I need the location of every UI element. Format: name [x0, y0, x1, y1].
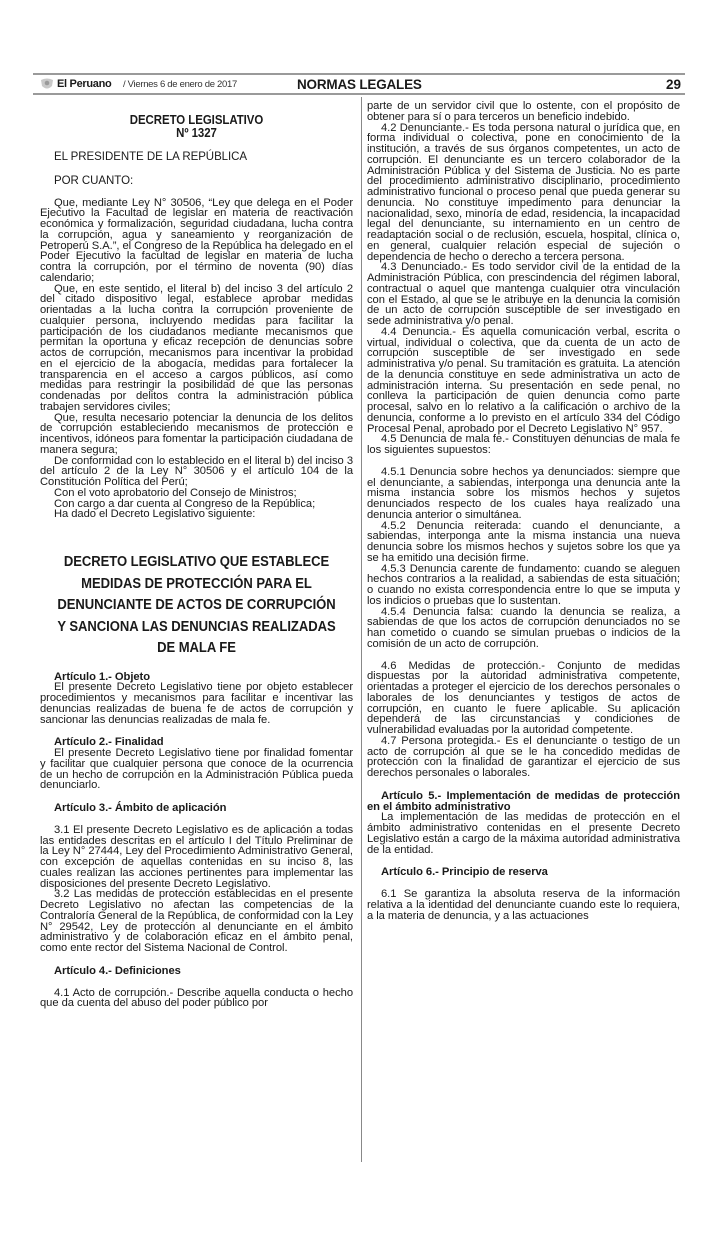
- left-column: [40, 113, 353, 1009]
- decree-heading: DECRETO LEGISLATIVO: [129, 112, 264, 127]
- paragraph: 4.6 Medidas de protección.- Conjunto de medidas dispuestas por la autoridad administrativa competente, orientadas a proteger el ejercicio de los derechos personales o laborales de los denunciantes y testigos de actos de corrupción, en cuanto le fuere aplicable. Su aplicación dependerá de las circunstancias y condiciones de vulnerabilidad evaluadas por la autoridad competente.: [367, 659, 680, 736]
- article-heading: Artículo 4.- Definiciones: [54, 964, 181, 977]
- paragraph: De conformidad con lo establecido en el literal b) del inciso 3 del artículo 2 de la Ley N° 30506 y el artículo 104 de la Constitución Política del Perú;: [40, 454, 353, 488]
- paragraph: Ha dado el Decreto Legislativo siguiente:: [54, 508, 256, 521]
- paragraph: 4.5 Denuncia de mala fe.- Constituyen denuncias de mala fe los siguientes supuestos:: [367, 433, 680, 456]
- paragraph: 4.1 Acto de corrupción.- Describe aquella conducta o hecho que da cuenta del abuso del poder público por: [40, 986, 353, 1010]
- article-heading: Artículo 6.- Principio de reserva: [381, 866, 548, 879]
- paragraph: Que, mediante Ley N° 30506, “Ley que delega en el Poder Ejecutivo la Facultad de legislar en materia de reactivación económica y formalización, seguridad ciudadana, lucha contra la corrupción, agua y saneamiento y reorganización de Petroperú S.A.”, el Congreso de la República ha delegado en el Poder Ejecutivo la facultad de legislar en materia de lucha contra la corrupción, por el término de noventa (90) días calendario;: [40, 196, 353, 284]
- paragraph: La implementación de las medidas de protección en el ámbito administrativo contenidas en el presente Decreto Legislativo están a cargo de la máxima autoridad administrativa de la entidad.: [367, 811, 680, 856]
- paragraph: 4.5.2 Denuncia reiterada: cuando el denunciante, a sabiendas, interponga ante la misma instancia una nueva denuncia sobre los mismos hechos y sujetos sobre los que ya se ha emitido una decisión firme.: [367, 519, 680, 564]
- paragraph: 3.2 Las medidas de protección establecidas en el presente Decreto Legislativo no afectan las competencias de la Contraloría General de la República, de conformidad con la Ley N° 29542, Ley de protección al denunciante en el ámbito administrativo y de colaboración eficaz en el ámbito penal, como ente rector del Sistema Nacional de Control.: [40, 888, 353, 954]
- paragraph: 4.2 Denunciante.- Es toda persona natural o jurídica que, en forma individual o colectiva, pone en conocimiento de la institución, a través de sus órganos competentes, un acto de corrupción. El denunciante es un tercero colaborador de la Administración Pública y del Sistema de Justicia. No es parte del procedimiento administrativo disciplinario, procedimiento administrativo funcional o proceso penal que pueda generar su denuncia. No constituye impedimento para denunciar la nacionalidad, sexo, minoría de edad, residencia, la incapacidad legal del denunciante, su internamiento en un centro de readaptación social o de reclusión, escuela, hospital, clínica o, en general, cualquier relación especial de sujeción o dependencia de hecho o derecho a tercera persona.: [367, 121, 680, 263]
- page-number: 29: [665, 77, 681, 92]
- decree-number: Nº 1327: [176, 125, 217, 140]
- article-heading: Artículo 2.- Finalidad: [54, 736, 164, 749]
- paragraph: 6.1 Se garantiza la absoluta reserva de la información relativa a la identidad del denunciante cuando este lo requiera, a la materia de denuncia, y a las actuaciones: [367, 888, 680, 922]
- header-top-rule: [33, 73, 685, 75]
- publication-name: El Peruano: [57, 78, 112, 90]
- paragraph: El presente Decreto Legislativo tiene por objeto establecer procedimientos y mecanismos para facilitar e incentivar las denuncias realizadas de buena fe de actos de corrupción y sancionar las denuncias realizadas de mala fe.: [40, 681, 353, 726]
- coat-of-arms-icon: [40, 78, 54, 91]
- right-column: [367, 101, 680, 921]
- column-divider: [361, 97, 362, 1162]
- paragraph: 3.1 El presente Decreto Legislativo es de aplicación a todas las entidades descritas en el artículo I del Título Preliminar de la Ley N° 27444, Ley del Procedimiento Administrativo General, con excepción de aquellas contenidas en su inciso 8, las cuales realizan las acciones pertinentes para implementar las disposiciones del presente Decreto Legislativo.: [40, 823, 353, 890]
- paragraph: Que, en este sentido, el literal b) del inciso 3 del artículo 2 del citado dispositivo legal, establece aprobar medidas orientadas a la lucha contra la corrupción proveniente de cualquier persona, incluyendo medidas para facilitar la participación de los ciudadanos mediante mecanismos que permitan la oportuna y eficaz recepción de denuncias sobre actos de corrupción, mecanismos para incentivar la probidad en el ejercicio de la abogacía, medidas para fortalecer la transparencia en el acceso a cargos públicos, así como medidas para restringir la posibilidad de que las personas condenadas por delitos contra la administración pública trabajen servidores civiles;: [40, 282, 353, 413]
- article-heading: Artículo 3.- Ámbito de aplicación: [54, 802, 227, 814]
- paragraph: 4.4 Denuncia.- Es aquella comunicación verbal, escrita o virtual, individual o colectiva, que da cuenta de un acto de corrupción susceptible de ser investigado en sede administrativa y/o penal. Su tramitación es gratuita. La atención de la denuncia constituye en sede administrativa un acto de administración interna. Su presentación en sede penal, no conlleva la participación de quien denuncia como parte procesal, salvo en lo relativo a la calificación o archivo de la denuncia, conforme a lo previsto en el artículo 334 del Código Procesal Penal, aprobado por el Decreto Legislativo N° 957.: [367, 325, 680, 435]
- header-bottom-rule: [33, 93, 685, 95]
- paragraph: parte de un servidor civil que lo ostente, con el propósito de obtener para sí o para terceros un beneficio indebido.: [367, 100, 680, 123]
- section-title: NORMAS LEGALES: [297, 77, 422, 92]
- decree-title: DECRETO LEGISLATIVO QUE ESTABLECE MEDIDAS DE PROTECCIÓN PARA EL DENUNCIANTE DE ACTOS DE CORRUPCIÓN Y SANCIONA LAS DENUNCIAS REALIZADAS DE MALA FE: [57, 554, 336, 656]
- publication-date: / Viernes 6 de enero de 2017: [123, 79, 237, 90]
- paragraph: Con el voto aprobatorio del Consejo de Ministros;: [54, 486, 297, 499]
- paragraph: 4.5.1 Denuncia sobre hechos ya denunciados: siempre que el denunciante, a sabiendas, interponga una denuncia ante la misma instancia sobre los mismos hechos y sujetos denunciados respecto de los cuales haya realizado una denuncia anterior o simultánea.: [367, 465, 680, 521]
- paragraph: 4.7 Persona protegida.- Es el denunciante o testigo de un acto de corrupción al que se le ha concedido medidas de protección con la finalidad de garantizar el ejercicio de sus derechos personales o laborales.: [367, 734, 680, 779]
- paragraph: Con cargo a dar cuenta al Congreso de la República;: [54, 497, 316, 510]
- paragraph: 4.5.3 Denuncia carente de fundamento: cuando se aleguen hechos contrarios a la realidad, a sabiendas de esta situación; o cuando no exista correspondencia entre lo que se imputa y los indicios o pruebas que lo sustentan.: [367, 562, 680, 607]
- article-heading: Artículo 5.- Implementación de medidas de protección en el ámbito administrativo: [367, 789, 680, 813]
- article-heading: Artículo 1.- Objeto: [54, 670, 151, 683]
- por-cuanto: POR CUANTO:: [54, 174, 134, 187]
- paragraph: 4.3 Denunciado.- Es todo servidor civil de la entidad de la Administración Pública, con prescindencia del régimen laboral, contractual o aquel que mantenga cualquier otra vinculación con el Estado, al que se le atribuye en la denuncia la comisión de un acto de corrupción susceptible de ser investigado en sede administrativa y/o penal.: [367, 261, 680, 327]
- page-header: [33, 78, 685, 92]
- president-line: EL PRESIDENTE DE LA REPÚBLICA: [54, 151, 248, 163]
- paragraph: 4.5.4 Denuncia falsa: cuando la denuncia se realiza, a sabiendas de que los actos de corrupción denunciados no se han cometido o cuando se simulan pruebas o indicios de la comisión de un acto de corrupción.: [367, 605, 680, 650]
- paragraph: Que, resulta necesario potenciar la denuncia de los delitos de corrupción estableciendo mecanismos de protección e incentivos, idóneos para fomentar la participación ciudadana de manera segura;: [40, 411, 353, 456]
- paragraph: El presente Decreto Legislativo tiene por finalidad fomentar y facilitar que cualquier persona que conoce de la ocurrencia de un hecho de corrupción en la Administración Pública pueda denunciarlo.: [40, 747, 353, 792]
